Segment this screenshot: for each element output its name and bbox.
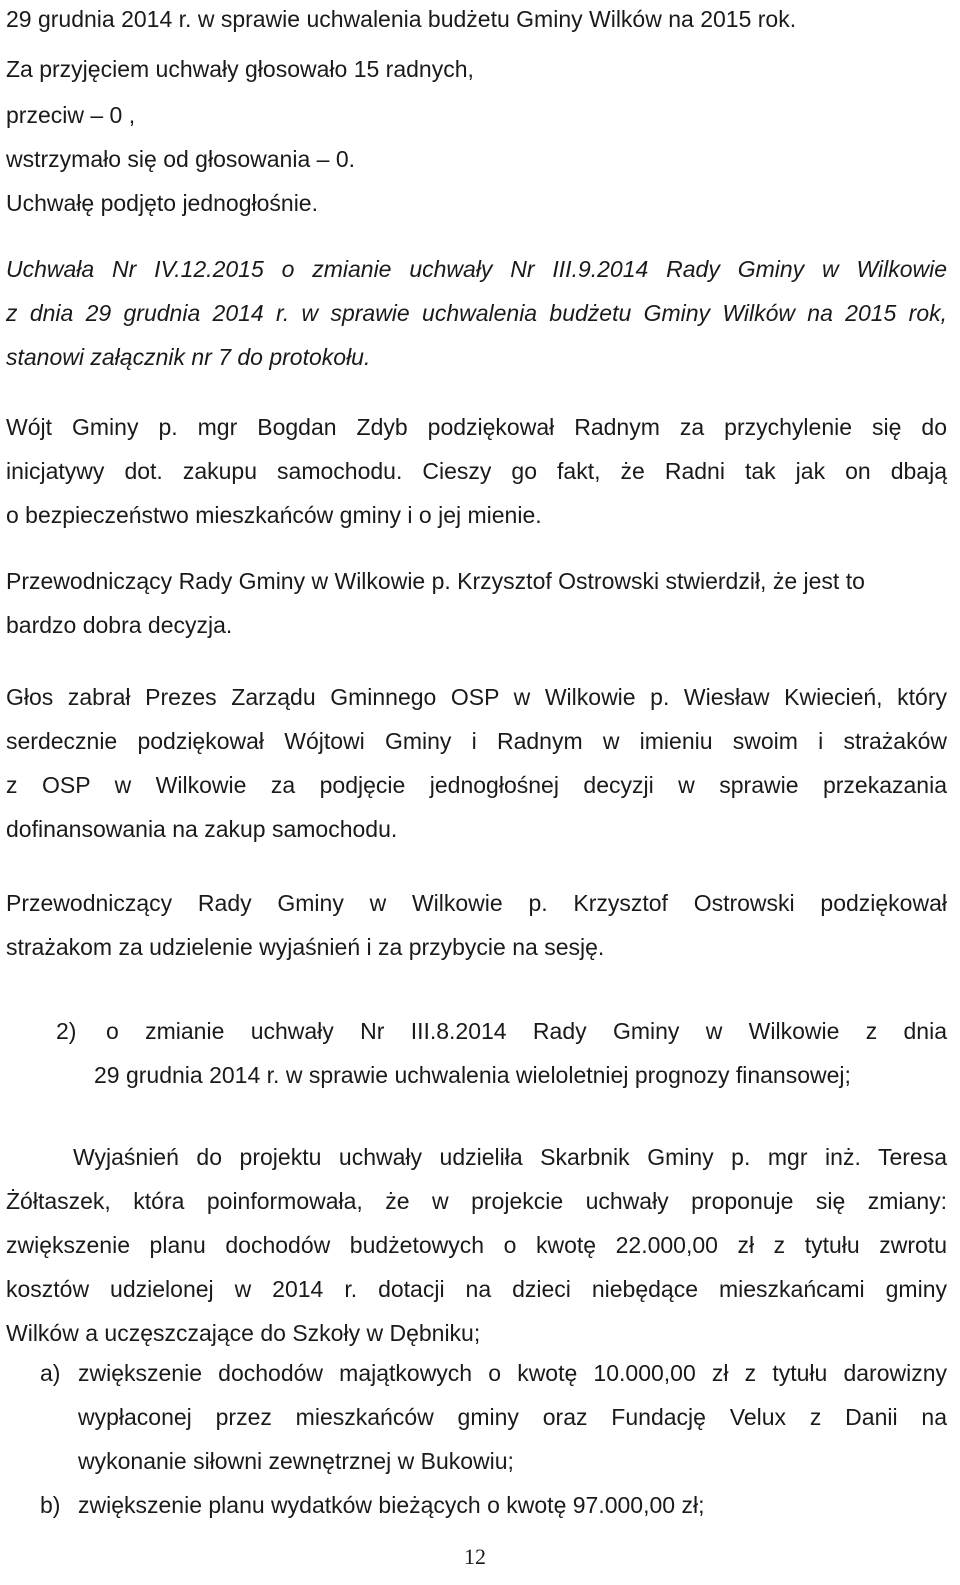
text-line: Za przyjęciem uchwały głosowało 15 radnych, [6,56,474,82]
paragraph-line: Żółtaszek, która poinformowała, że w projekcie uchwały proponuje się zmiany: [6,1188,947,1214]
resolution-note-line: Uchwała Nr IV.12.2015 o zmianie uchwały Nr III.9.2014 Rady Gminy w Wilkowie [6,256,947,282]
paragraph-line: Wyjaśnień do projektu uchwały udzieliła Skarbnik Gminy p. mgr inż. Teresa [73,1144,947,1170]
paragraph-line: kosztów udzielonej w 2014 r. dotacji na dzieci niebędące mieszkańcami gminy [6,1276,947,1302]
paragraph-line: Wilków a uczęszczające do Szkoły w Dębniku; [6,1320,481,1346]
paragraph-line: z OSP w Wilkowie za podjęcie jednogłośnej decyzji w sprawie przekazania [6,772,947,798]
paragraph-line: Przewodniczący Rady Gminy w Wilkowie p. Krzysztof Ostrowski podziękował [6,890,947,916]
paragraph-line: bardzo dobra decyzja. [6,612,233,638]
list-item-line: wykonanie siłowni zewnętrznej w Bukowiu; [78,1448,514,1474]
page-number: 12 [464,1544,486,1569]
paragraph-line: o bezpieczeństwo mieszkańców gminy i o jej mienie. [6,502,542,528]
agenda-item-line: 29 grudnia 2014 r. w sprawie uchwalenia wieloletniej prognozy finansowej; [94,1062,851,1088]
list-item-line: wypłaconej przez mieszkańców gminy oraz Fundację Velux z Danii na [78,1404,947,1430]
paragraph-line: Przewodniczący Rady Gminy w Wilkowie p. Krzysztof Ostrowski stwierdził, że jest to [6,568,865,594]
paragraph-line: Wójt Gminy p. mgr Bogdan Zdyb podziękował Radnym za przychylenie się do [6,414,947,440]
agenda-item-line: o zmianie uchwały Nr III.8.2014 Rady Gminy w Wilkowie z dnia [106,1018,947,1044]
list-marker: b) [40,1492,61,1518]
list-item-line: zwiększenie dochodów majątkowych o kwotę 10.000,00 zł z tytułu darowizny [78,1360,947,1386]
paragraph-line: serdecznie podziękował Wójtowi Gminy i Radnym w imieniu swoim i strażaków [6,728,947,754]
text-line: 29 grudnia 2014 r. w sprawie uchwalenia budżetu Gminy Wilków na 2015 rok. [6,6,797,32]
paragraph-line: zwiększenie planu dochodów budżetowych o kwotę 22.000,00 zł z tytułu zwrotu [6,1232,947,1258]
paragraph-line: dofinansowania na zakup samochodu. [6,816,398,842]
list-marker: 2) [56,1018,77,1044]
resolution-note-line: z dnia 29 grudnia 2014 r. w sprawie uchwalenia budżetu Gminy Wilków na 2015 rok, [6,300,947,326]
text-line: wstrzymało się od głosowania – 0. [6,146,355,172]
text-line: przeciw – 0 , [6,102,136,128]
text-line: Uchwałę podjęto jednogłośnie. [6,190,318,216]
resolution-note-line: stanowi załącznik nr 7 do protokołu. [6,344,371,370]
paragraph-line: inicjatywy dot. zakupu samochodu. Cieszy go fakt, że Radni tak jak on dbają [6,458,947,484]
list-marker: a) [40,1360,61,1386]
list-item-line: zwiększenie planu wydatków bieżących o kwotę 97.000,00 zł; [78,1492,705,1518]
paragraph-line: Głos zabrał Prezes Zarządu Gminnego OSP w Wilkowie p. Wiesław Kwiecień, który [6,684,947,710]
paragraph-line: strażakom za udzielenie wyjaśnień i za przybycie na sesję. [6,934,605,960]
